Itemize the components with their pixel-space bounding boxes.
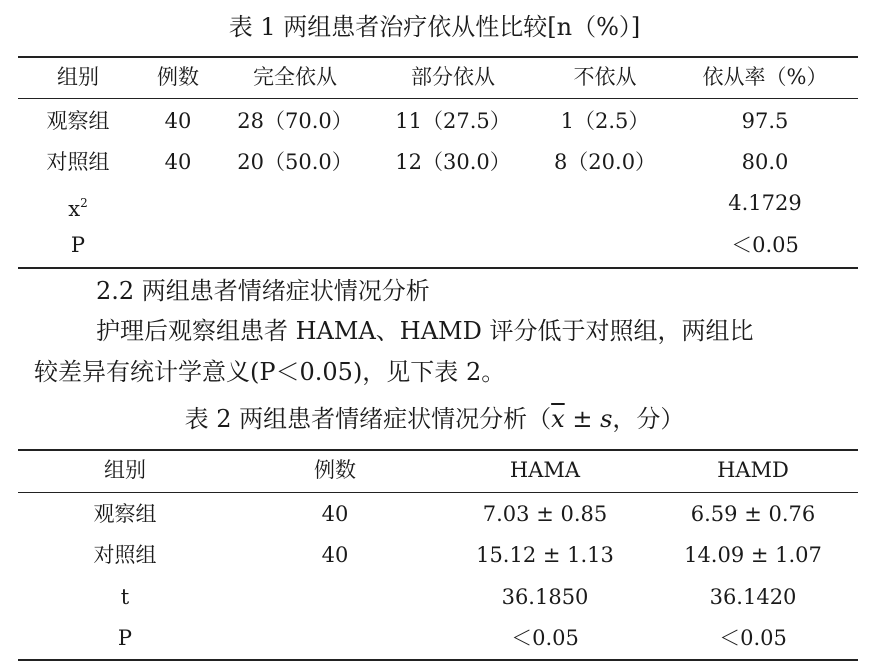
table1-cell: 20（50.0）	[237, 150, 353, 174]
table-row	[0, 186, 869, 220]
paragraph-line: 较差异有统计学意义(P＜0.05)，见下表 2。	[34, 358, 506, 386]
table1-header-cell: 依从率（%）	[702, 65, 828, 89]
table2-cell: P	[117, 626, 133, 650]
table2-cell: 观察组	[93, 502, 157, 526]
table2-cell: ＜0.05	[719, 626, 787, 650]
table1-bottom-rule	[18, 267, 858, 269]
table2-cell: 14.09 ± 1.07	[684, 543, 822, 567]
paragraph-line: 护理后观察组患者 HAMA、HAMD 评分低于对照组，两组比	[96, 317, 754, 345]
table2-cell: 对照组	[93, 543, 157, 567]
chi-symbol: x	[68, 197, 81, 221]
table2-cell: t	[120, 585, 130, 609]
table1-header-cell: 不依从	[573, 65, 637, 89]
table1-cell: 对照组	[46, 150, 110, 174]
table-row	[0, 497, 869, 531]
table1-header-row	[0, 60, 869, 94]
table2-caption-tail: ，分）	[612, 405, 685, 433]
table1-cell: 12（30.0）	[395, 150, 511, 174]
table2-bottom-rule	[18, 659, 858, 661]
table1-header-cell: 完全依从	[253, 65, 337, 89]
table1-header-cell: 例数	[157, 65, 199, 89]
table2-top-rule	[18, 449, 858, 451]
table1-cell: 40	[164, 150, 192, 174]
table1-cell: 97.5	[741, 109, 789, 133]
table1-cell: 8（20.0）	[553, 150, 657, 174]
table1-header-cell: 组别	[57, 65, 99, 89]
sd-symbol: s	[600, 405, 613, 433]
mean-symbol: $\overline{x}$	[551, 405, 565, 433]
table2-cell: 15.12 ± 1.13	[476, 543, 614, 567]
table-row	[0, 228, 869, 262]
table1-cell: 4.1729	[728, 191, 802, 215]
table1-header-cell: 部分依从	[411, 65, 495, 89]
table2-cell: 7.03 ± 0.85	[482, 502, 608, 526]
table2-header-rule	[18, 492, 858, 493]
table2-cell: 40	[321, 502, 349, 526]
table1-cell: 40	[164, 109, 192, 133]
table1-cell: 11（27.5）	[395, 109, 511, 133]
table1-cell: P	[70, 233, 86, 257]
table2-header-cell: HAMA	[509, 458, 581, 482]
table2-header-cell: 例数	[314, 458, 356, 482]
table1-header-rule	[18, 98, 858, 99]
table2-header-cell: HAMD	[717, 458, 789, 482]
table1-caption: 表 1 两组患者治疗依从性比较[n（%）]	[228, 13, 641, 41]
table1-cell: ＜0.05	[731, 233, 799, 257]
table2-caption-text: 表 2 两组患者情绪症状情况分析（	[184, 405, 552, 433]
chi-square-label	[38, 186, 118, 220]
section-heading: 2.2 两组患者情绪症状情况分析	[96, 277, 430, 305]
table1-top-rule	[18, 56, 858, 58]
table-row	[0, 104, 869, 138]
table2-cell: 36.1850	[501, 585, 589, 609]
table2-cell: 36.1420	[709, 585, 797, 609]
table2-cell: ＜0.05	[511, 626, 579, 650]
table-row	[0, 621, 869, 655]
table1-cell: 观察组	[46, 109, 110, 133]
plus-minus: ±	[564, 405, 601, 433]
table2-cell: 6.59 ± 0.76	[690, 502, 816, 526]
table-row	[0, 580, 869, 614]
table1-cell: 80.0	[741, 150, 789, 174]
table2-cell: 40	[321, 543, 349, 567]
table1-cell: 1（2.5）	[560, 109, 650, 133]
chi-superscript: 2	[80, 196, 88, 210]
table-row	[0, 145, 869, 179]
table1-cell: 28（70.0）	[237, 109, 353, 133]
table2-header-cell: 组别	[104, 458, 146, 482]
table2-header-row	[0, 453, 869, 487]
table2-caption	[0, 404, 869, 434]
table-row	[0, 538, 869, 572]
